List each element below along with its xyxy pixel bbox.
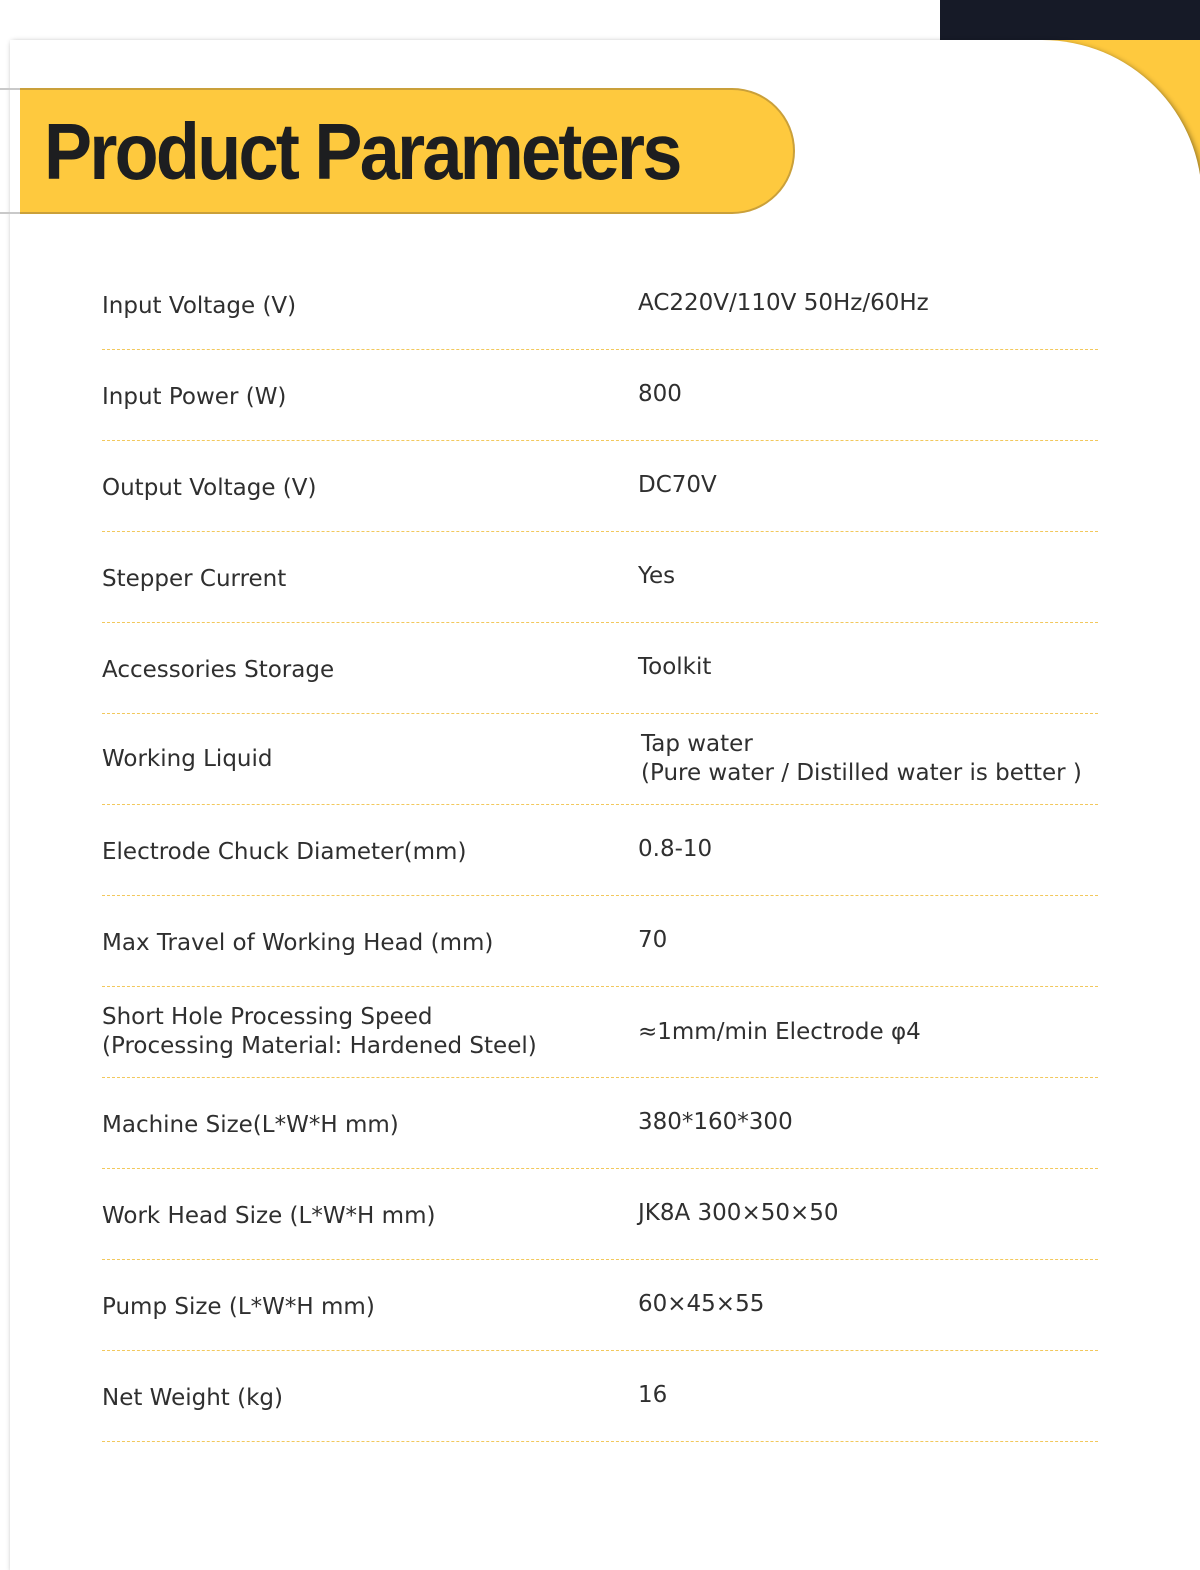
param-row-accessories-storage (102, 623, 1098, 714)
param-row-working-liquid (102, 714, 1098, 805)
param-value-line2: (Pure water / Distilled water is better ) (641, 760, 1082, 786)
param-row-stepper-current (102, 532, 1098, 623)
param-row-input-power (102, 350, 1098, 441)
param-row-output-voltage (102, 441, 1098, 532)
param-value: Toolkit (638, 653, 712, 680)
param-label-line2: (Processing Material: Hardened Steel) (102, 1033, 537, 1059)
param-value (641, 714, 1101, 804)
param-label: Working Liquid (102, 745, 273, 772)
param-row-electrode-chuck-diameter (102, 805, 1098, 896)
param-label: Net Weight (kg) (102, 1384, 283, 1411)
param-value: 800 (638, 380, 682, 407)
param-label: Max Travel of Working Head (mm) (102, 929, 494, 956)
param-label: Electrode Chuck Diameter(mm) (102, 838, 467, 865)
param-value: 60×45×55 (638, 1290, 765, 1317)
param-value: 380*160*300 (638, 1108, 793, 1135)
param-label (102, 987, 622, 1077)
param-value: 0.8-10 (638, 835, 713, 862)
param-label: Input Power (W) (102, 383, 287, 410)
param-value: AC220V/110V 50Hz/60Hz (638, 289, 929, 316)
param-row-short-hole-speed (102, 987, 1098, 1078)
param-value: 70 (638, 926, 668, 953)
title-banner (20, 88, 795, 214)
param-value: JK8A 300×50×50 (638, 1199, 839, 1226)
param-label: Machine Size(L*W*H mm) (102, 1111, 399, 1138)
param-label: Stepper Current (102, 565, 287, 592)
param-row-work-head-size (102, 1169, 1098, 1260)
param-label: Pump Size (L*W*H mm) (102, 1293, 375, 1320)
param-row-max-travel (102, 896, 1098, 987)
param-row-input-voltage (102, 259, 1098, 350)
param-value: ≈1mm/min Electrode φ4 (638, 1018, 921, 1045)
param-value-line1: Tap water (641, 731, 753, 757)
param-label-line1: Short Hole Processing Speed (102, 1004, 433, 1030)
page-title: Product Parameters (44, 107, 680, 196)
param-row-pump-size (102, 1260, 1098, 1351)
param-value: 16 (638, 1381, 668, 1408)
banner-rule (0, 88, 20, 214)
param-row-machine-size (102, 1078, 1098, 1169)
param-value: Yes (638, 562, 676, 589)
param-label: Output Voltage (V) (102, 474, 317, 501)
param-value: DC70V (638, 471, 717, 498)
param-row-net-weight (102, 1351, 1098, 1442)
param-label: Work Head Size (L*W*H mm) (102, 1202, 436, 1229)
parameters-table (102, 259, 1098, 1442)
param-label: Input Voltage (V) (102, 292, 297, 319)
param-label: Accessories Storage (102, 656, 335, 683)
